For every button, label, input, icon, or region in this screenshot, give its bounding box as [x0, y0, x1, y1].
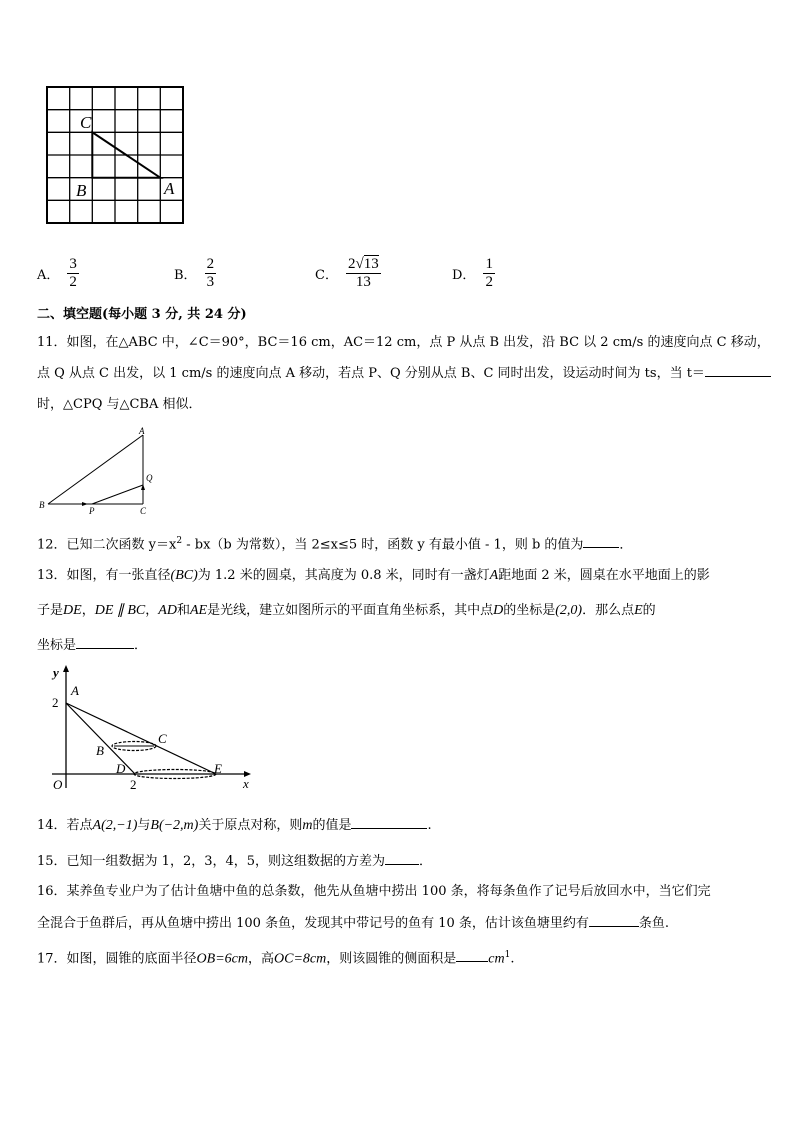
section-title: 二、填空题(每小题 3 分, 共 24 分)	[37, 307, 247, 322]
q17-unit: cm	[488, 951, 505, 967]
q13-label-o: O	[53, 777, 63, 792]
q15-answer-blank[interactable]	[385, 852, 419, 865]
q17-text: 17．如图，圆锥的底面半径	[37, 951, 197, 967]
grid-label-b: B	[76, 181, 87, 200]
q13-text: 的	[642, 603, 656, 618]
q11-line3: 时，△CPQ 与△CBA 相似．	[37, 397, 202, 412]
option-letter: B．	[174, 268, 197, 283]
option-letter: D．	[452, 268, 476, 283]
q13-text: 13．如图，有一张直径	[37, 568, 171, 583]
q13-expr-bc: (BC)	[170, 568, 198, 583]
q14-answer-blank[interactable]	[351, 816, 427, 829]
q17-sup: 1	[504, 950, 511, 960]
q13-text: 的坐标是	[503, 603, 556, 618]
option-letter: A．	[37, 268, 60, 283]
q13-var: AE	[189, 603, 208, 618]
q13-label-a: A	[71, 683, 79, 698]
q13-label-c: C	[158, 731, 167, 746]
q12-line	[37, 532, 632, 554]
q12-answer-blank[interactable]	[583, 535, 619, 548]
option-radicand: 13	[363, 256, 379, 272]
q11-line2	[37, 364, 771, 383]
q13-text: ，	[145, 603, 159, 618]
q13-var: DE	[63, 603, 82, 618]
q13-answer-blank[interactable]	[76, 636, 134, 649]
q14-text: 关于原点对称，则	[198, 818, 303, 833]
q16-text: 全混合于鱼群后，再从鱼塘中捞出 100 条鱼，发现其中带记号的鱼有 10 条，估计该鱼塘里约有	[37, 916, 589, 931]
q13-line3	[37, 636, 147, 655]
q13-var: E	[634, 603, 643, 618]
q11-label-p: P	[89, 506, 95, 516]
option-c	[315, 256, 381, 291]
q16-line1: 16．某养鱼专业户为了估计鱼塘中鱼的总条数，他先从鱼塘中捞出 100 条，将每条鱼作了记号后放回水中，当它们完	[37, 884, 711, 899]
q13-label-2y: 2	[52, 695, 59, 710]
q17-text: ，则该圆锥的侧面积是	[326, 951, 457, 967]
grid-label-c: C	[80, 113, 92, 132]
option-num: 2	[206, 256, 215, 272]
q14-line	[37, 816, 432, 835]
q13-label-x: x	[243, 776, 249, 791]
q13-figure	[48, 662, 258, 796]
q12-text-c: ．	[619, 537, 633, 553]
q17-line	[37, 946, 514, 968]
q13-text: 距地面 2 米，圆桌在水平地面上的影	[498, 568, 710, 583]
q12-text-a: 12．已知二次函数 y＝x	[37, 537, 177, 553]
grid-label-a: A	[164, 179, 175, 198]
q13-text: 为 1.2 米的圆桌，其高度为 0.8 米，同时有一盏灯	[197, 568, 490, 583]
q13-var: D	[493, 603, 504, 618]
option-d	[452, 256, 495, 291]
grid-figure	[46, 86, 186, 226]
q13-var: AD	[158, 603, 177, 618]
option-letter: C．	[315, 268, 338, 283]
q16-line2	[37, 914, 669, 933]
q14-text: .	[427, 818, 432, 833]
q14-text: 14．若点	[37, 818, 93, 833]
q13-label-b: B	[96, 743, 104, 758]
q13-var-a: A	[489, 568, 499, 583]
q13-label-y: y	[53, 665, 59, 680]
q17-text: ，高	[247, 951, 274, 967]
option-num: 3	[69, 256, 77, 272]
q11-label-q: Q	[146, 473, 153, 483]
q16-text: 条鱼.	[638, 916, 670, 931]
q11-line1: 11．如图，在△ABC 中，∠C＝90°，BC＝16 cm，AC＝12 cm，点 P 从点 B 出发，沿 BC 以 2 cm/s 的速度向点 C 移动，	[37, 335, 770, 350]
sqrt-sign: √	[355, 256, 364, 272]
q13-text: ．	[134, 638, 148, 653]
q13-label-e: E	[214, 761, 222, 776]
q12-text-b: - bx（b 为常数），当 2≤x≤5 时，函数 y 有最小值 - 1，则 b 的值为	[182, 537, 584, 553]
q11-label-a: A	[139, 426, 145, 436]
q11-answer-blank[interactable]	[705, 364, 771, 377]
option-den: 3	[206, 274, 215, 290]
q13-text: 和	[176, 603, 190, 618]
q13-var: (2,0)	[555, 603, 583, 618]
q11-figure	[36, 424, 160, 516]
q17-text: .	[510, 951, 515, 967]
q13-line2	[37, 602, 656, 620]
q17-oc: OC=8cm	[274, 951, 327, 967]
q13-text: 子是	[37, 603, 64, 618]
q17-answer-blank[interactable]	[456, 949, 488, 962]
q13-label-d: D	[116, 761, 126, 776]
q15-text: ．	[419, 854, 433, 869]
option-a	[37, 256, 79, 291]
q14-text: 与	[137, 818, 151, 833]
q11-text: 点 Q 从点 C 出发，以 1 cm/s 的速度向点 A 移动，若点 P、Q 分别从点 B、C 同时出发，设运动时间为 ts，当 t＝	[37, 366, 705, 381]
q13-text: ，	[81, 603, 95, 618]
q11-label-c: C	[140, 506, 147, 516]
q14-point-a: A(2,−1)	[92, 818, 138, 833]
q17-ob: OB=6cm	[196, 951, 248, 967]
q13-text: ．那么点	[582, 603, 635, 618]
q13-text: 坐标是	[37, 638, 77, 653]
q16-answer-blank[interactable]	[589, 914, 639, 927]
q14-point-b: B(−2,m)	[150, 818, 199, 833]
option-coef: 2	[347, 256, 356, 272]
q13-line1	[37, 567, 710, 585]
option-den: 13	[355, 274, 371, 290]
q14-var-m: m	[302, 818, 313, 833]
q12-sup: 2	[176, 536, 183, 546]
q13-var: DE ∥ BC	[94, 603, 146, 618]
q11-label-b: B	[39, 500, 45, 510]
q14-text: 的值是	[312, 818, 352, 833]
option-den: 2	[485, 274, 493, 290]
q15-line	[37, 852, 432, 871]
q13-label-2x: 2	[130, 777, 137, 792]
option-den: 2	[69, 274, 77, 290]
option-b	[174, 256, 216, 291]
q15-text: 15．已知一组数据为 1，2，3，4，5，则这组数据的方差为	[37, 854, 386, 869]
q13-text: 是光线，建立如图所示的平面直角坐标系，其中点	[207, 603, 494, 618]
option-num: 1	[485, 256, 493, 272]
